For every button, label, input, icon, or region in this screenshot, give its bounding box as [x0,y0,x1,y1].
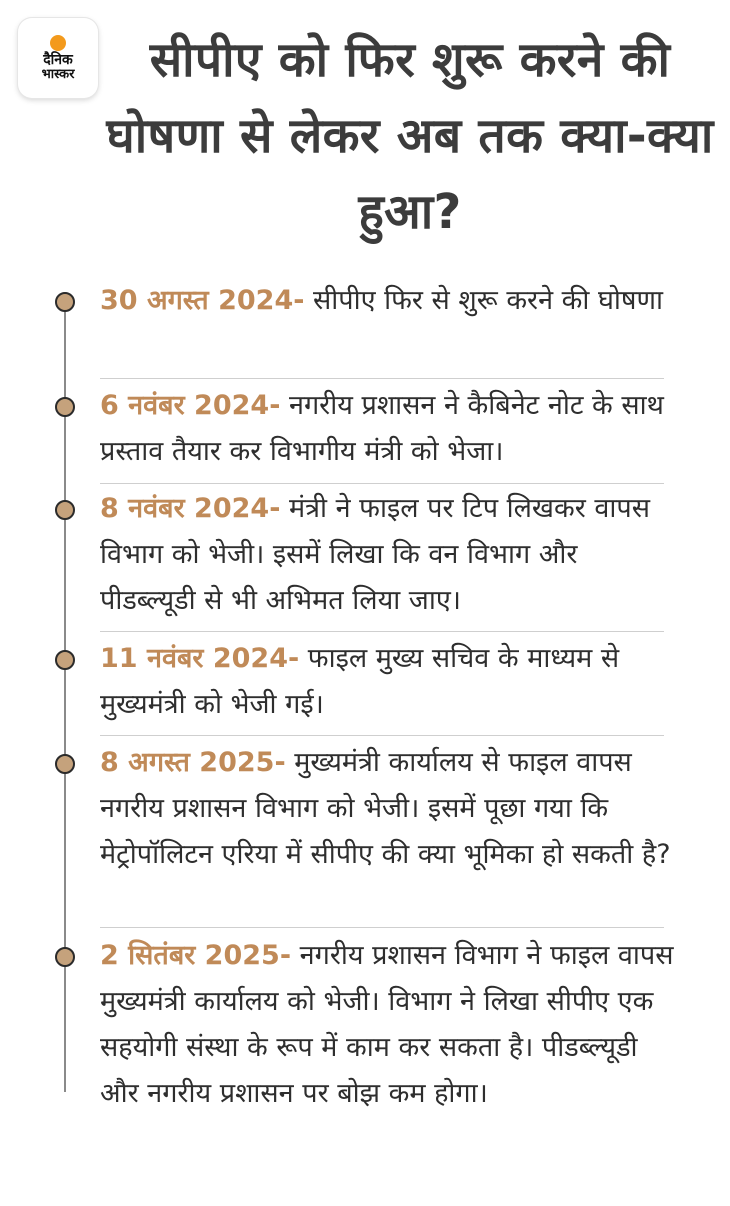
timeline-dot-6 [55,947,75,967]
entry-text: मुख्यमंत्री कार्यालय से फाइल वापस नगरीय प्रशासन विभाग को भेजी। इसमें पूछा गया कि मेट्रोपॉलिटन एरिया में सीपीए की क्या भूमिका हो सकती है? [100,747,671,870]
entry-date: 2 सितंबर 2025- [100,940,292,971]
timeline-dot-3 [55,500,75,520]
entry-date: 8 नवंबर 2024- [100,493,281,524]
entry-text: नगरीय प्रशासन ने कैबिनेट नोट के साथ प्रस्ताव तैयार कर विभागीय मंत्री को भेजा। [100,390,664,467]
timeline-entry-2 [100,383,680,475]
separator [100,631,664,632]
timeline-entry-6 [100,933,680,1117]
timeline-dot-1 [55,292,75,312]
separator [100,378,664,379]
timeline-dot-5 [55,754,75,774]
timeline-entry-3 [100,486,680,624]
entry-date: 11 नवंबर 2024- [100,643,300,674]
sun-icon [50,35,66,51]
entry-text: नगरीय प्रशासन विभाग ने फाइल वापस मुख्यमंत्री कार्यालय को भेजी। विभाग ने लिखा सीपीए एक सहयोगी संस्था के रूप में काम कर सकता है। पीडब्ल्यूडी और नगरीय प्रशासन पर बोझ कम होगा। [100,940,674,1109]
separator [100,483,664,484]
separator [100,735,664,736]
page-title: सीपीए को फिर शुरू करने की घोषणा से लेकर अब तक क्या-क्या हुआ? [106,32,714,240]
dainik-bhaskar-logo [18,18,98,98]
timeline-line [64,300,66,1092]
logo-line-2: भास्कर [41,66,75,82]
separator [100,927,664,928]
entry-text: सीपीए फिर से शुरू करने की घोषणा [304,285,664,316]
entry-text: मंत्री ने फाइल पर टिप लिखकर वापस विभाग को भेजी। इसमें लिखा कि वन विभाग और पीडब्ल्यूडी से भी अभिमत लिया जाए। [100,493,650,616]
entry-date: 8 अगस्त 2025- [100,747,286,778]
timeline-entry-1 [100,278,680,324]
logo-line-1: दैनिक [43,51,73,68]
timeline-dot-4 [55,650,75,670]
timeline-dot-2 [55,397,75,417]
entry-date: 6 नवंबर 2024- [100,390,281,421]
timeline-entry-5 [100,740,680,878]
timeline-entry-4 [100,636,680,728]
entry-text: फाइल मुख्य सचिव के माध्यम से मुख्यमंत्री को भेजी गई। [100,643,620,720]
entry-date: 30 अगस्त 2024- [100,285,305,316]
